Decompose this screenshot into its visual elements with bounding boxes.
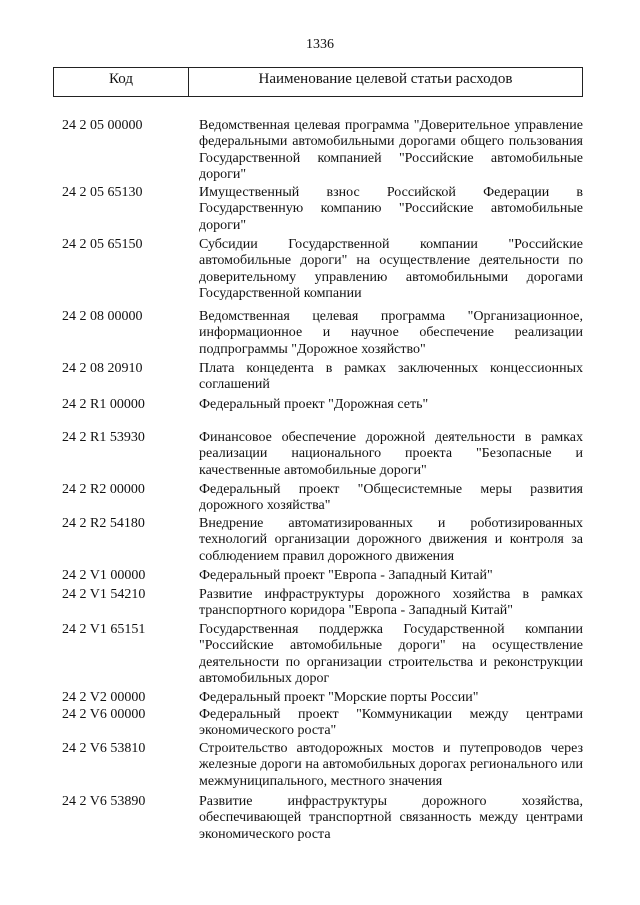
row-name: Ведомственная целевая программа "Доверительное управление федеральными автомобильными дорогами общего пользования Государственной компанией "Российские автомобильные дороги" xyxy=(199,118,583,183)
row-name: Развитие инфраструктуры дорожного хозяйства, обеспечивающей транспортной связанность между центрами экономического роста xyxy=(199,794,583,842)
row-code: 24 2 R1 00000 xyxy=(62,397,145,412)
row-code: 24 2 R2 54180 xyxy=(62,516,145,531)
row-code: 24 2 V6 53890 xyxy=(62,794,146,809)
row-name: Федеральный проект "Европа - Западный Китай" xyxy=(199,568,493,583)
row-name: Плата концедента в рамках заключенных концессионных соглашений xyxy=(199,361,583,393)
row-code: 24 2 R1 53930 xyxy=(62,430,145,445)
row-code: 24 2 V6 00000 xyxy=(62,707,146,722)
row-name: Федеральный проект "Дорожная сеть" xyxy=(199,397,429,412)
row-name: Ведомственная целевая программа "Организационное, информационное и научное обеспечение реализации подпрограммы "Дорожное хозяйство" xyxy=(199,309,583,357)
row-name: Развитие инфраструктуры дорожного хозяйства в рамках транспортного коридора "Европа - Западный Китай" xyxy=(199,587,583,619)
row-name: Имущественный взнос Российской Федерации в Государственную компанию "Российские автомобильные дороги" xyxy=(199,185,583,233)
row-name: Внедрение автоматизированных и роботизированных технологий организации дорожного движения и контроля за соблюдением правил дорожного движения xyxy=(199,516,583,564)
row-code: 24 2 R2 00000 xyxy=(62,482,145,497)
row-name: Государственная поддержка Государственной компании "Российские автомобильные дороги" на осуществление деятельности по организации строительства и реконструкции автомобильных дорог xyxy=(199,622,583,687)
row-name: Субсидии Государственной компании "Российские автомобильные дороги" на осуществление деятельности по доверительному управлению автомобильными дорогами Государственной компании xyxy=(199,237,583,302)
row-code: 24 2 05 65150 xyxy=(62,237,143,252)
row-code: 24 2 08 00000 xyxy=(62,309,143,324)
row-name: Федеральный проект "Коммуникации между центрами экономического роста" xyxy=(199,707,583,739)
row-code: 24 2 05 00000 xyxy=(62,118,143,133)
header-code-column: Код xyxy=(54,68,189,96)
row-code: 24 2 V1 65151 xyxy=(62,622,146,637)
row-name: Федеральный проект "Морские порты России" xyxy=(199,690,479,705)
row-code: 24 2 08 20910 xyxy=(62,361,143,376)
row-name: Строительство автодорожных мостов и путепроводов через железные дороги на автомобильных дорогах регионального или межмуниципального, местного значения xyxy=(199,741,583,789)
row-code: 24 2 V2 00000 xyxy=(62,690,146,705)
row-code: 24 2 V1 54210 xyxy=(62,587,146,602)
header-name-column: Наименование целевой статьи расходов xyxy=(258,71,513,87)
row-code: 24 2 V1 00000 xyxy=(62,568,146,583)
row-code: 24 2 05 65130 xyxy=(62,185,143,200)
row-name: Финансовое обеспечение дорожной деятельности в рамках реализации национального проекта "Безопасные и качественные автомобильные дороги" xyxy=(199,430,583,478)
page-number: 1336 xyxy=(306,37,334,52)
row-name: Федеральный проект "Общесистемные меры развития дорожного хозяйства" xyxy=(199,482,583,514)
row-code: 24 2 V6 53810 xyxy=(62,741,146,756)
